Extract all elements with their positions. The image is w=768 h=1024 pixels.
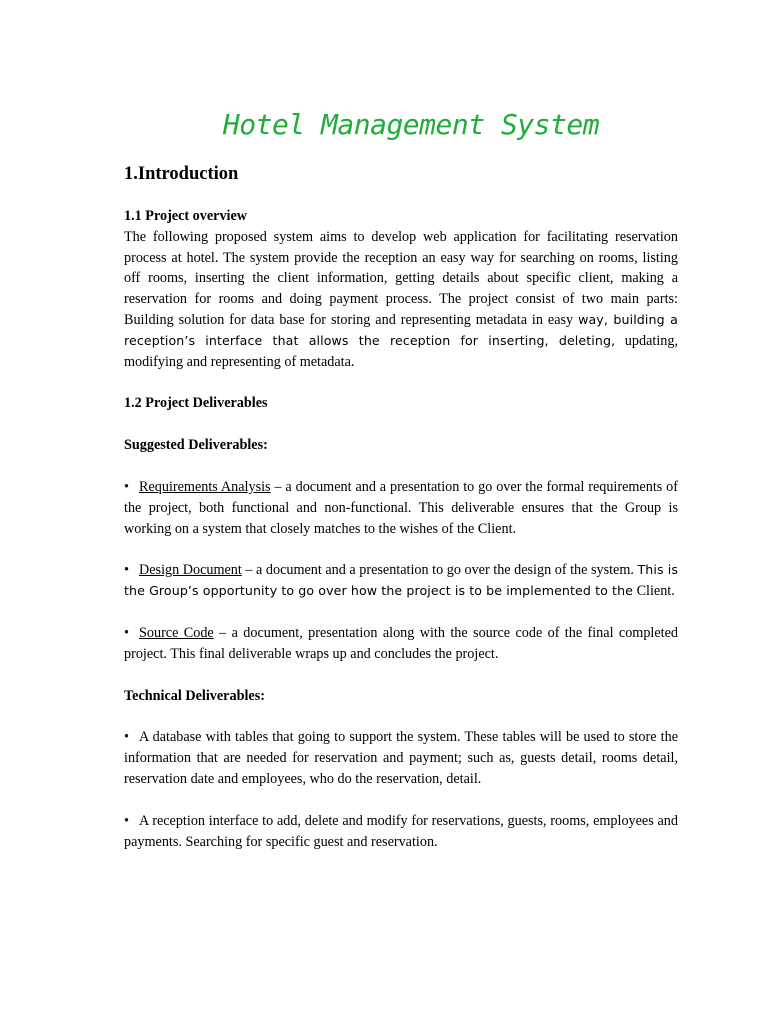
overview-text-b: way, building a reception’s interface that allows the reception for inserting, deleting, — [124, 311, 678, 348]
bullet-icon: • — [124, 812, 129, 829]
suggested-item-text: – a document, presentation along with the source code of the final completed project. This final deliverable wraps up and concludes the project. — [124, 624, 678, 662]
suggested-item-text-end: Client. — [633, 583, 675, 600]
suggested-item-requirements — [124, 477, 678, 539]
technical-item-database — [124, 727, 678, 789]
bullet-icon: • — [124, 729, 129, 746]
bullet-icon: • — [124, 624, 129, 641]
suggested-item-text-sans: This is the Group’s opportunity to go over how the project is to be implemented to the — [124, 562, 679, 599]
subsection-heading-deliverables: 1.2 Project Deliverables — [124, 395, 268, 412]
technical-deliverables-heading: Technical Deliverables: — [124, 687, 265, 704]
suggested-item-design — [124, 560, 678, 602]
section-heading-introduction: 1.Introduction — [124, 164, 239, 184]
document-page — [124, 100, 678, 852]
bullet-icon: • — [124, 562, 129, 579]
suggested-item-name: Design Document — [139, 562, 242, 579]
overview-text-c: updating, modifying and representing of metadata. — [124, 332, 679, 370]
document-title: Hotel Management System — [222, 108, 600, 141]
subsection-heading-overview: 1.1 Project overview — [124, 208, 248, 224]
technical-item-text: A reception interface to add, delete and modify for reservations, guests, rooms, employees and payments. Searching for specific guest and reservation. — [124, 812, 678, 850]
bullet-icon: • — [124, 478, 129, 495]
suggested-item-text: – a document and a presentation to go over the design of the system. — [241, 562, 638, 579]
suggested-item-name: Source Code — [139, 624, 214, 641]
suggested-deliverables-heading: Suggested Deliverables: — [124, 437, 268, 454]
overview-paragraph — [124, 227, 678, 373]
technical-item-text: A database with tables that going to support the system. These tables will be used to store the information that are needed for reservation and payment; such as, guests detail, rooms detail, reservation date and employees, who do the reservation, detail. — [124, 729, 678, 787]
technical-item-interface — [124, 811, 678, 853]
suggested-item-name: Requirements Analysis — [139, 478, 271, 495]
suggested-item-source-code — [124, 623, 678, 665]
suggested-item-text: – a document and a presentation to go over the formal requirements of the project, both functional and non-functional. This deliverable ensures that the Group is working on a system that closely matches to the wishes of the Client. — [124, 478, 678, 537]
overview-text-a: The following proposed system aims to develop web application for facilitating reservation process at hotel. The system provide the reception an easy way for searching on rooms, listing off rooms, inserting the client information, getting details about specific client, making a reservation for rooms and doing payment process. The project consist of two main parts: Building solution for data base for storing and representing metadata in easy — [124, 228, 678, 328]
